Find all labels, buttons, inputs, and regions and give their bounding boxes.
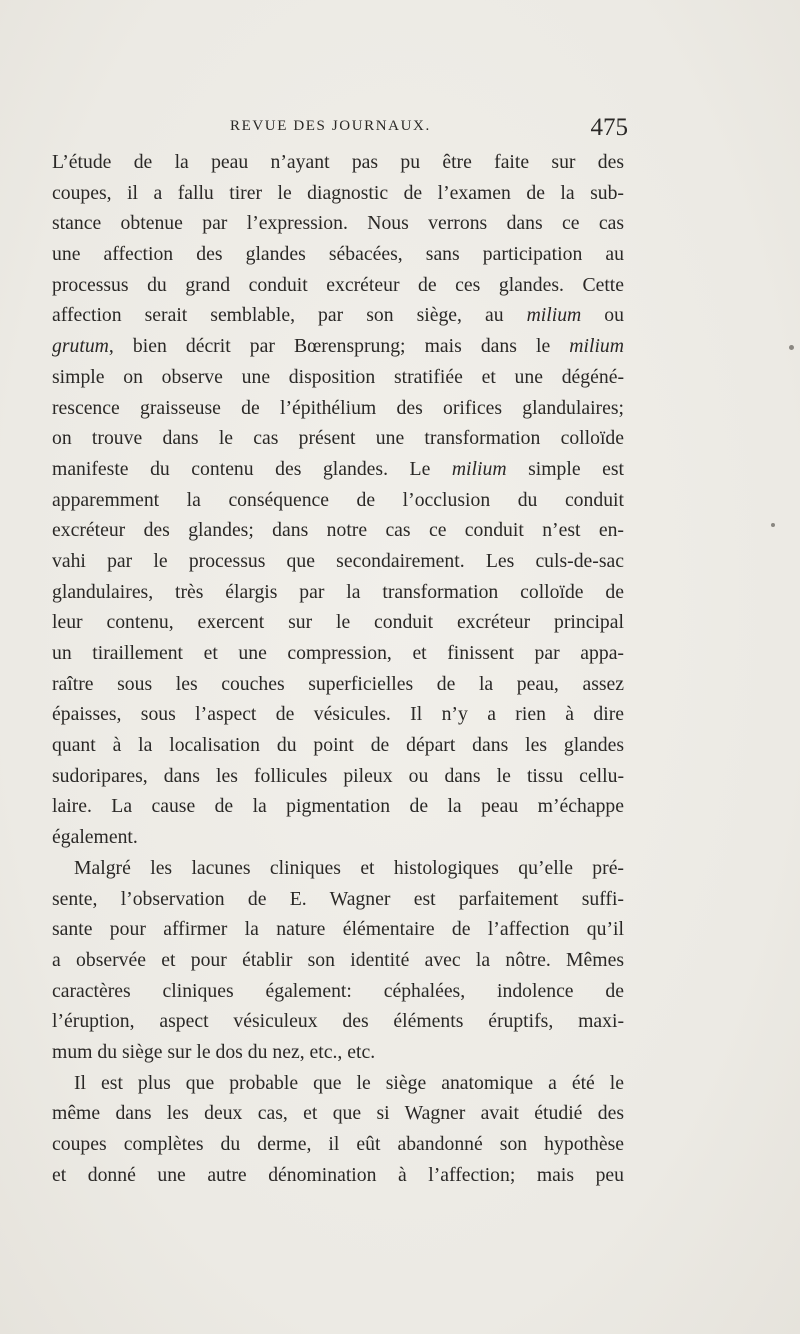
text-line: coupes complètes du derme, il eût abandonné son hypothèse bbox=[52, 1133, 624, 1155]
text-line: caractères cliniques également: céphalées, indolence de bbox=[52, 979, 624, 1002]
text-line: quant à la localisation du point de départ dans les glandes bbox=[52, 734, 624, 757]
text-line: a observée et pour établir son identité avec la nôtre. Mêmes bbox=[52, 948, 624, 971]
text-line: processus du grand conduit excréteur de ces glandes. Cette bbox=[52, 273, 624, 296]
text-line: grutum, bien décrit par Bœrensprung; mais dans le milium bbox=[52, 335, 624, 358]
text-line: simple on observe une disposition stratifiée et une dégéné- bbox=[52, 365, 624, 388]
text-line: on trouve dans le cas présent une transformation colloïde bbox=[52, 427, 624, 450]
text-line: Il est plus que probable que le siège anatomique a été le bbox=[74, 1071, 624, 1094]
text-line: également. bbox=[52, 826, 138, 849]
text-line: un tiraillement et une compression, et finissent par appa- bbox=[52, 642, 624, 664]
text-line: l’éruption, aspect vésiculeux des éléments éruptifs, maxi- bbox=[52, 1010, 624, 1033]
paper-speck bbox=[771, 523, 775, 527]
text-line: glandulaires, très élargis par la transformation colloïde de bbox=[52, 580, 624, 603]
text-line: leur contenu, exercent sur le conduit excréteur principal bbox=[52, 611, 624, 634]
text-line: stance obtenue par l’expression. Nous verrons dans ce cas bbox=[52, 212, 624, 235]
text-line: une affection des glandes sébacées, sans participation au bbox=[52, 243, 624, 266]
text-line: apparemment la conséquence de l’occlusion du conduit bbox=[52, 488, 624, 511]
text-line: coupes, il a fallu tirer le diagnostic de l’examen de la sub- bbox=[52, 181, 624, 204]
paper-speck bbox=[789, 345, 794, 350]
text-line: Malgré les lacunes cliniques et histologiques qu’elle pré- bbox=[74, 856, 624, 879]
running-title: REVUE DES JOURNAUX. bbox=[230, 118, 431, 134]
text-line: laire. La cause de la pigmentation de la peau m’échappe bbox=[52, 795, 624, 818]
text-line: vahi par le processus que secondairement. Les culs-de-sac bbox=[52, 549, 624, 572]
text-line: sente, l’observation de E. Wagner est parfaitement suffi- bbox=[52, 887, 624, 910]
text-line: affection serait semblable, par son siège, au milium ou bbox=[52, 304, 624, 327]
text-line: manifeste du contenu des glandes. Le milium simple est bbox=[52, 457, 624, 480]
running-head bbox=[52, 114, 628, 144]
page-number: 475 bbox=[590, 114, 628, 141]
text-line: épaisses, sous l’aspect de vésicules. Il n’y a rien à dire bbox=[52, 703, 624, 726]
text-line: L’étude de la peau n’ayant pas pu être faite sur des bbox=[52, 151, 624, 173]
text-line: rescence graisseuse de l’épithélium des orifices glandulaires; bbox=[52, 396, 624, 419]
text-line: raître sous les couches superficielles de la peau, assez bbox=[52, 672, 624, 695]
text-line: excréteur des glandes; dans notre cas ce conduit n’est en- bbox=[52, 519, 624, 542]
text-line: mum du siège sur le dos du nez, etc., etc. bbox=[52, 1040, 376, 1063]
text-line: et donné une autre dénomination à l’affection; mais peu bbox=[52, 1163, 624, 1186]
text-line: même dans les deux cas, et que si Wagner avait étudié des bbox=[52, 1102, 624, 1125]
text-line: sudoripares, dans les follicules pileux ou dans le tissu cellu- bbox=[52, 764, 624, 787]
body-text bbox=[52, 147, 624, 1190]
text-line: sante pour affirmer la nature élémentaire de l’affection qu’il bbox=[52, 918, 624, 941]
